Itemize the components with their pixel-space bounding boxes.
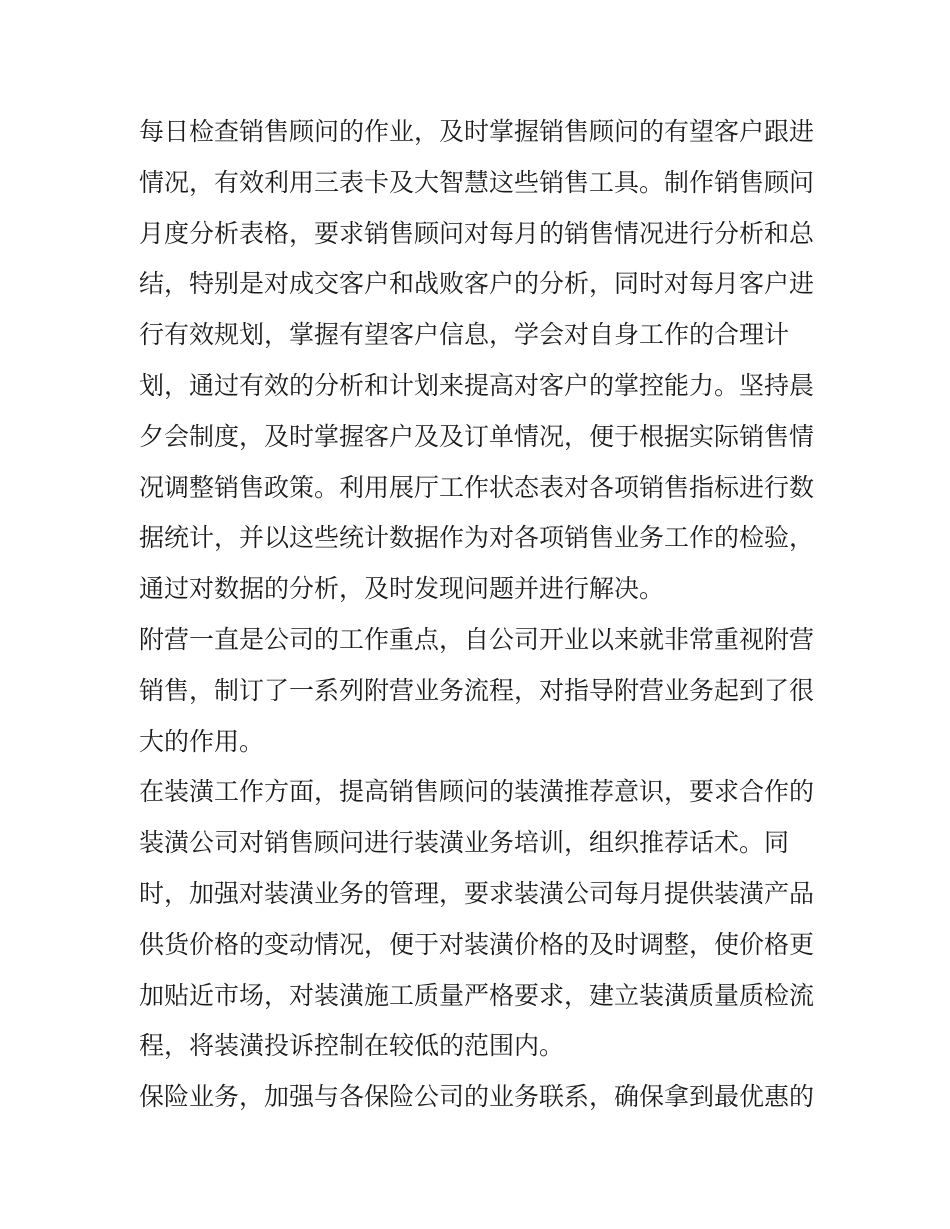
text-line: 装潢公司对销售顾问进行装潢业务培训，组织推荐话术。同: [139, 828, 790, 858]
text-line: 据统计，并以这些统计数据作为对各项销售业务工作的检验，: [139, 523, 815, 553]
text-line: 大的作用。: [139, 726, 265, 756]
text-line: 附营一直是公司的工作重点，自公司开业以来就非常重视附营: [139, 624, 815, 654]
text-line: 夕会制度，及时掌握客户及及订单情况，便于根据实际销售情: [139, 421, 815, 451]
text-line: 月度分析表格，要求销售顾问对每月的销售情况进行分析和总: [139, 218, 815, 248]
body-text: [139, 107, 819, 1123]
text-line: 通过对数据的分析，及时发现问题并进行解决。: [139, 574, 665, 604]
text-line: 供货价格的变动情况，便于对装潢价格的及时调整，使价格更: [139, 929, 815, 959]
text-line: 情况，有效利用三表卡及大智慧这些销售工具。制作销售顾问: [139, 167, 815, 197]
text-line: 销售，制订了一系列附营业务流程，对指导附营业务起到了很: [139, 675, 815, 705]
text-line: 时，加强对装潢业务的管理，要求装潢公司每月提供装潢产品: [139, 878, 815, 908]
text-line: 保险业务，加强与各保险公司的业务联系，确保拿到最优惠的: [139, 1082, 815, 1112]
text-line: 况调整销售政策。利用展厅工作状态表对各项销售指标进行数: [139, 472, 815, 502]
text-line: 在装潢工作方面，提高销售顾问的装潢推荐意识，要求合作的: [139, 777, 815, 807]
text-line: 每日检查销售顾问的作业，及时掌握销售顾问的有望客户跟进: [139, 117, 815, 146]
text-line: 程，将装潢投诉控制在较低的范围内。: [139, 1031, 565, 1061]
text-line: 行有效规划，掌握有望客户信息，学会对自身工作的合理计: [139, 320, 790, 350]
text-line: 结，特别是对成交客户和战败客户的分析，同时对每月客户进: [139, 269, 815, 299]
text-line: 加贴近市场，对装潢施工质量严格要求，建立装潢质量质检流: [139, 980, 815, 1010]
text-line: 划，通过有效的分析和计划来提高对客户的掌控能力。坚持晨: [139, 370, 815, 400]
